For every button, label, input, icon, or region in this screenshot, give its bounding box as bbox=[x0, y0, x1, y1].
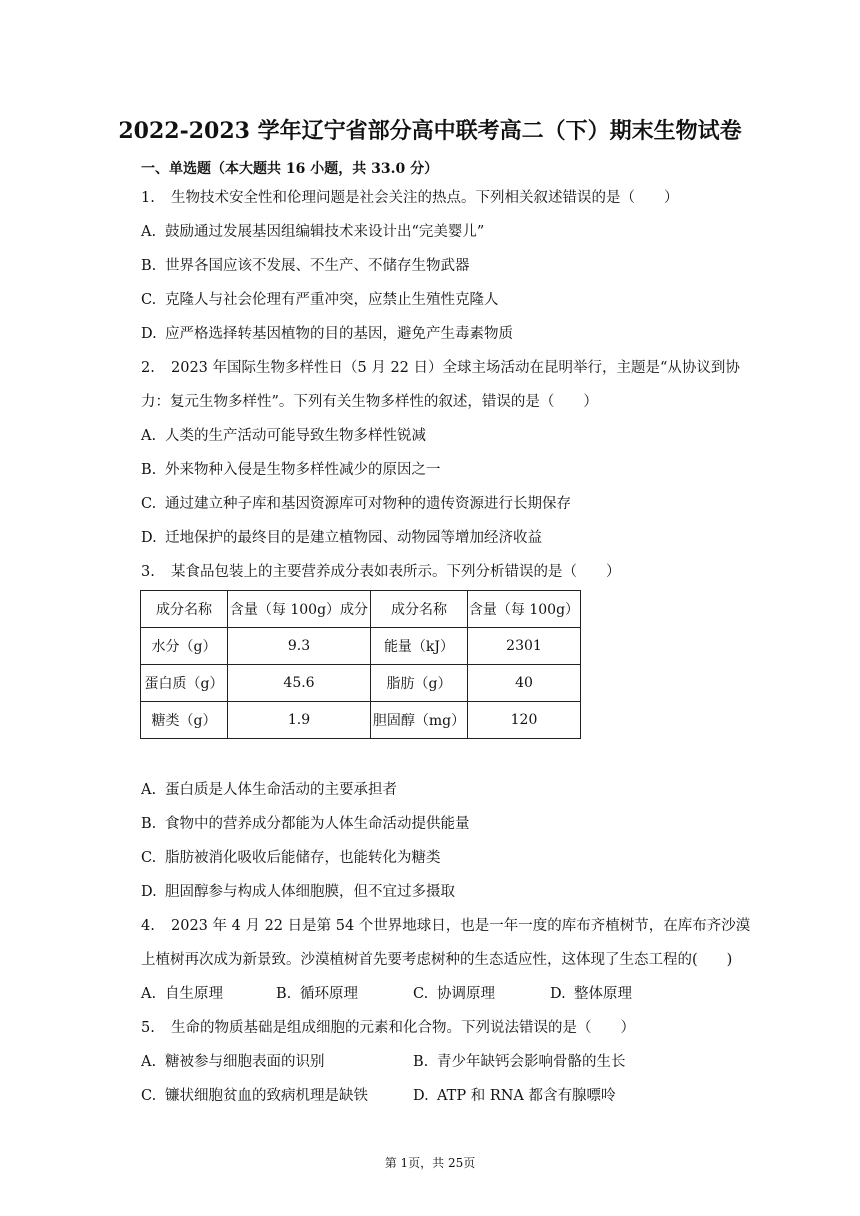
table-row bbox=[141, 665, 581, 702]
nutrition-table bbox=[140, 590, 581, 739]
question-stem: 2023 年 4 月 22 日是第 54 个世界地球日，也是一年一度的库布齐植树节，在库布齐沙漠 bbox=[171, 918, 751, 934]
question-3 bbox=[141, 562, 621, 582]
table-cell: 成分名称 bbox=[141, 591, 228, 628]
table-cell: 40 bbox=[468, 665, 581, 702]
table-row bbox=[141, 702, 581, 739]
table-cell: 45.6 bbox=[228, 665, 371, 702]
question-number: 4. bbox=[141, 918, 155, 934]
table-cell: 能量（kJ） bbox=[371, 628, 468, 665]
option-q4-c: C. 协调原理 bbox=[413, 986, 495, 1002]
table-row bbox=[141, 628, 581, 665]
option-q5-d: D. ATP 和 RNA 都含有腺嘌呤 bbox=[413, 1088, 616, 1104]
option-q1-c: C. 克隆人与社会伦理有严重冲突，应禁止生殖性克隆人 bbox=[141, 292, 499, 308]
page-footer: 第 1页，共 25页 bbox=[384, 1156, 476, 1170]
table-cell: 成分名称 bbox=[371, 591, 468, 628]
option-q2-a: A. 人类的生产活动可能导致生物多样性锐减 bbox=[141, 428, 426, 444]
table-cell: 2301 bbox=[468, 628, 581, 665]
question-stem: 某食品包装上的主要营养成分表如表所示。下列分析错误的是（ ） bbox=[171, 564, 621, 580]
question-number: 3. bbox=[141, 564, 155, 580]
option-q1-d: D. 应严格选择转基因植物的目的基因，避免产生毒素物质 bbox=[141, 326, 513, 342]
question-4 bbox=[141, 916, 750, 936]
table-cell: 胆固醇（mg） bbox=[371, 702, 468, 739]
option-q4-a: A. 自生原理 bbox=[141, 986, 223, 1002]
option-q2-b: B. 外来物种入侵是生物多样性减少的原因之一 bbox=[141, 462, 441, 478]
table-cell: 蛋白质（g） bbox=[141, 665, 228, 702]
table-cell: 糖类（g） bbox=[141, 702, 228, 739]
table-cell: 120 bbox=[468, 702, 581, 739]
question-2 bbox=[141, 358, 740, 378]
question-number: 1. bbox=[141, 190, 155, 206]
option-q1-b: B. 世界各国应该不发展、不生产、不储存生物武器 bbox=[141, 258, 470, 274]
option-q5-c: C. 镰状细胞贫血的致病机理是缺铁 bbox=[141, 1088, 368, 1104]
option-q3-b: B. 食物中的营养成分都能为人体生命活动提供能量 bbox=[141, 816, 470, 832]
question-stem: 生命的物质基础是组成细胞的元素和化合物。下列说法错误的是（ ） bbox=[171, 1020, 635, 1036]
question-number: 5. bbox=[141, 1020, 155, 1036]
table-cell: 1.9 bbox=[228, 702, 371, 739]
table-cell: 脂肪（g） bbox=[371, 665, 468, 702]
option-q1-a: A. 鼓励通过发展基因组编辑技术来设计出“完美婴儿” bbox=[141, 224, 485, 240]
question-stem: 生物技术安全性和伦理问题是社会关注的热点。下列相关叙述错误的是（ ） bbox=[171, 190, 679, 206]
option-q5-a: A. 糖被参与细胞表面的识别 bbox=[141, 1054, 325, 1070]
option-q3-d: D. 胆固醇参与构成人体细胞膜，但不宜过多摄取 bbox=[141, 884, 455, 900]
question-4-stem-cont: 上植树再次成为新景致。沙漠植树首先要考虑树种的生态适应性，这体现了生态工程的( ) bbox=[141, 952, 733, 968]
table-header-row bbox=[141, 591, 581, 628]
option-q5-b: B. 青少年缺钙会影响骨骼的生长 bbox=[413, 1054, 626, 1070]
question-number: 2. bbox=[141, 360, 155, 376]
option-q4-b: B. 循环原理 bbox=[276, 986, 358, 1002]
table-cell: 9.3 bbox=[228, 628, 371, 665]
option-q2-d: D. 迁地保护的最终目的是建立植物园、动物园等增加经济收益 bbox=[141, 530, 542, 546]
exam-title: 2022-2023 学年辽宁省部分高中联考高二（下）期末生物试卷 bbox=[118, 118, 742, 144]
option-q3-c: C. 脂肪被消化吸收后能储存，也能转化为糖类 bbox=[141, 850, 441, 866]
table-cell: 含量（每 100g） bbox=[468, 591, 581, 628]
option-q4-d: D. 整体原理 bbox=[550, 986, 632, 1002]
question-stem: 2023 年国际生物多样性日（5 月 22 日）全球主场活动在昆明举行，主题是“从协议到协 bbox=[171, 360, 740, 376]
question-5 bbox=[141, 1018, 635, 1038]
option-q2-c: C. 通过建立种子库和基因资源库可对物种的遗传资源进行长期保存 bbox=[141, 496, 571, 512]
question-1 bbox=[141, 188, 679, 208]
section-heading: 一、单选题（本大题共 16 小题，共 33.0 分） bbox=[141, 161, 439, 177]
question-2-stem-cont: 力：复元生物多样性”。下列有关生物多样性的叙述，错误的是（ ） bbox=[141, 394, 598, 410]
table-cell: 含量（每 100g）成分 bbox=[228, 591, 371, 628]
option-q3-a: A. 蛋白质是人体生命活动的主要承担者 bbox=[141, 782, 397, 798]
table-cell: 水分（g） bbox=[141, 628, 228, 665]
